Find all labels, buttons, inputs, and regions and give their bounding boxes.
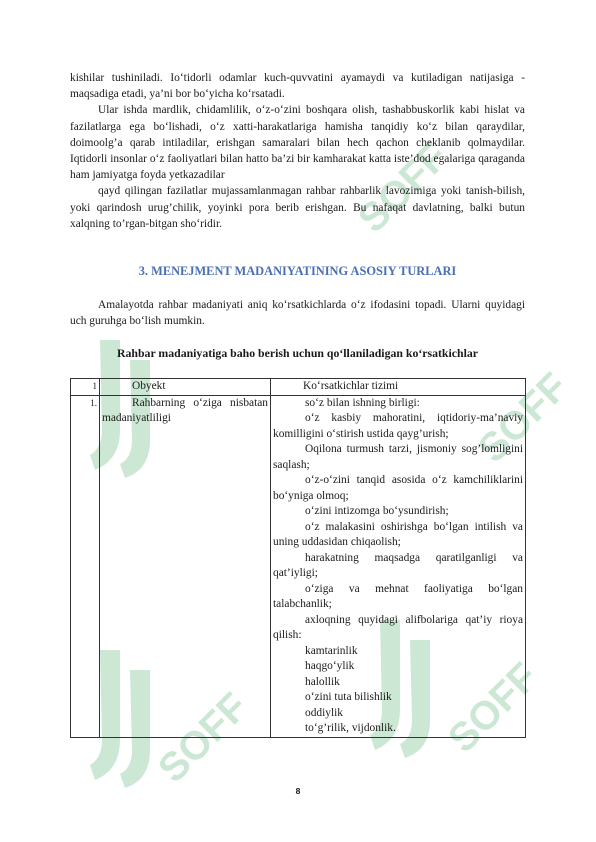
table-row <box>71 395 526 737</box>
paragraph: Ular ishda mardlik, chidamlilik, o‘z-o‘zini boshqara olish, tashabbuskorlik kabi hislat va fazilatlarga ega bo‘lishadi, o‘z xatti-harakatlariga hamisha tanqidiy ko‘z bilan qaraydilar, doimoolg’a qarab intiladilar, erishgan samaralari bilan hech qachon cheklanib qolmaydilar. Iqtidorli insonlar o‘z faoliyatlari bilan hatto ba’zi bir kamharakat katta iste’dod egalariga qaraganda ham jamiyatga foyda yetkazadilar <box>70 104 525 182</box>
intro-block <box>70 297 525 329</box>
indicator-item: o‘z kasbiy mahoratini, iqtidoriy-ma’naviy komilligini o‘stirish ustida qayg’urish; <box>273 412 523 440</box>
indicator-item: o‘zini intizomga bo‘ysundirish; <box>305 505 449 517</box>
row-indicators <box>271 395 526 737</box>
intro-paragraph: Amalayotda rahbar madaniyati aniq ko‘rsatkichlarda o‘z ifodasini topadi. Ularni quyidagi uch guruhga bo‘lish mumkin. <box>70 299 525 328</box>
indicator-item: halollik <box>305 675 340 688</box>
indicator-item: o‘z malakasini oshirishga bo‘lgan intilish va uning uddasidan chiqaolish; <box>273 520 523 548</box>
indicator-item: o‘zini tuta bilishlik <box>305 691 392 703</box>
indicator-item: to‘g’rilik, vijdonlik. <box>305 722 396 734</box>
body-paragraphs <box>70 70 525 232</box>
watermark-text: SOFF <box>150 684 257 792</box>
indicators-table <box>70 378 526 738</box>
page-number: 8 <box>295 786 301 796</box>
watermark-text: SOFF <box>470 364 577 472</box>
row-object <box>100 395 271 737</box>
indicator-item: axloqning quyidagi alifbolariga qat’iy rioya qilish: <box>273 613 523 641</box>
watermark-text: SOFF <box>350 134 457 242</box>
paragraph: kishilar tushiniladi. Io‘tidorli odamlar kuch-quvvatini ayamaydi va kutiladigan natijasiga - maqsadiga etadi, ya’ni bor bo‘yicha ko‘rsatadi. <box>70 72 525 101</box>
indicator-item: haqgo‘ylik <box>305 660 355 672</box>
indicator-item: o‘ziga va mehnat faoliyatiga bo‘lgan talabchanlik; <box>273 582 523 610</box>
indicator-item: oddiylik <box>305 706 343 719</box>
indicator-item: so‘z bilan ishning birligi: <box>305 396 420 409</box>
indicator-item: harakatning maqsadga qaratilganligi va qat’iyligi; <box>273 551 523 579</box>
row-object-text: Rahbarning o‘ziga nisbatan madaniyatliligi <box>102 396 268 424</box>
paragraph: qayd qilingan fazilatlar mujassamlanmagan rahbar rahbarlik lavozimiga yoki tanish-bilish, yoki qarindosh urug’chilik, yoyinki pora berib erishgan. Bu nafaqat davlatning, balki butun xalqning to’rgan-bitgan sho‘ridir. <box>70 185 525 230</box>
indicator-item: o‘z-o‘zini tanqid asosida o‘z kamchiliklarini bo‘yniga olmoq; <box>273 474 523 502</box>
section-heading: 3. MENEJMENT MADANIYATINING ASOSIY TURLARI <box>138 264 457 278</box>
header-num: 1 <box>71 379 100 396</box>
row-num: 1. <box>71 395 100 737</box>
table-title: Rahbar madaniyatiga baho berish uchun qo‘llaniladigan ko‘rsatkichlar <box>117 346 478 360</box>
indicator-item: Oqilona turmush tarzi, jismoniy sog’lomligini saqlash; <box>273 443 523 471</box>
header-object: Obyekt <box>100 379 271 396</box>
header-indicators: Ko‘rsatkichlar tizimi <box>271 379 526 396</box>
watermark-text: SOFF <box>440 654 547 762</box>
table-header-row <box>71 379 526 396</box>
indicator-item: kamtarinlik <box>305 644 358 657</box>
